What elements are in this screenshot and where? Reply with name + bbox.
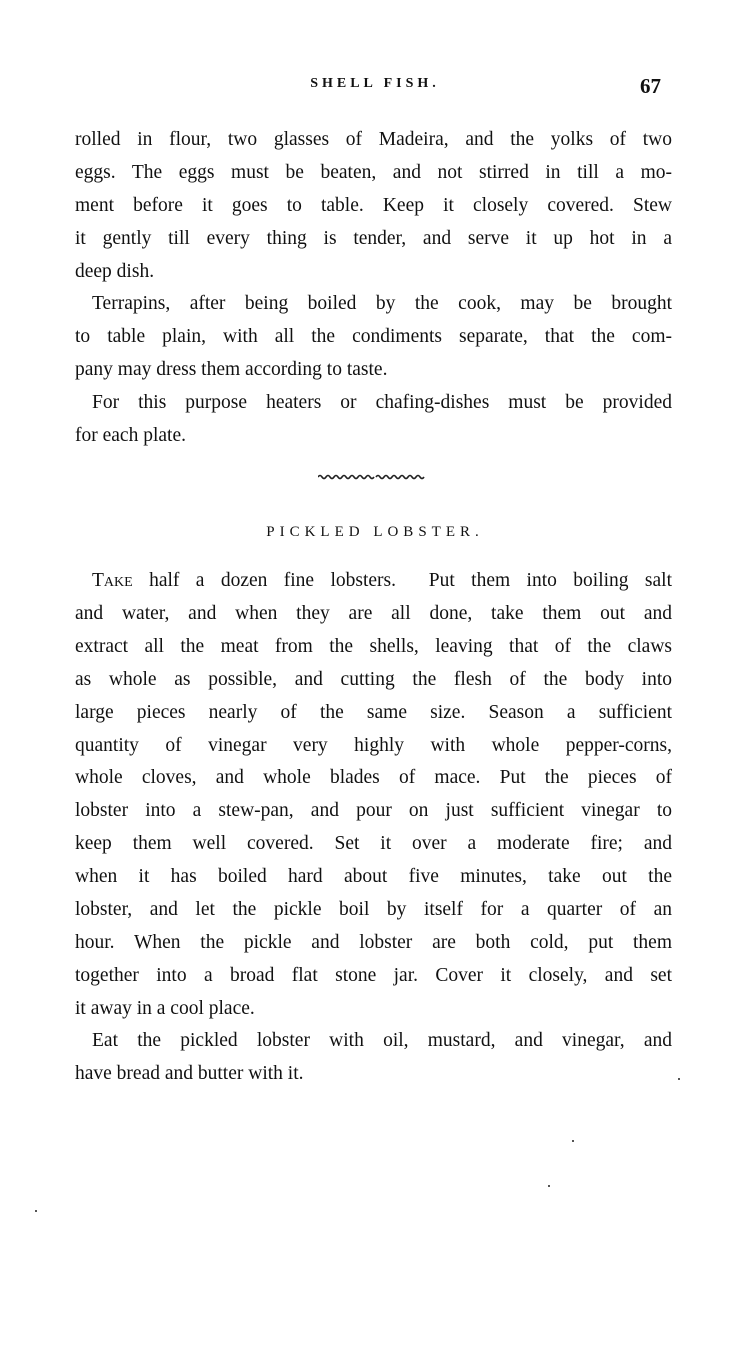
text-line: as whole as possible, and cutting the flesh of the body into	[75, 668, 672, 690]
text-line: it away in a cool place.	[75, 997, 255, 1019]
text-line: have bread and butter with it.	[75, 1062, 304, 1084]
scan-speck	[678, 1078, 680, 1080]
text-line: extract all the meat from the shells, leaving that of the claws	[75, 635, 672, 657]
text-line: Eat the pickled lobster with oil, mustard, and vinegar, and	[92, 1030, 672, 1051]
text-line: eggs. The eggs must be beaten, and not stirred in till a mo-	[75, 161, 672, 183]
scan-speck	[35, 1210, 37, 1212]
text-line: lobster into a stew-pan, and pour on just sufficient vinegar to	[75, 800, 672, 822]
line-text: half a dozen fine lobsters. Put them into boiling salt	[132, 570, 672, 591]
text-line: it gently till every thing is tender, and serve it up hot in a	[75, 227, 672, 249]
text-line: whole cloves, and whole blades of mace. Put the pieces of	[75, 767, 672, 789]
text-line: and water, and when they are all done, take them out and	[75, 602, 672, 624]
page-number: 67	[640, 74, 661, 98]
text-line: to table plain, with all the condiments separate, that the com-	[75, 325, 672, 347]
text-line: hour. When the pickle and lobster are both cold, put them	[75, 931, 672, 953]
ornament-divider	[318, 471, 430, 481]
text-line: deep dish.	[75, 260, 155, 282]
text-line	[92, 564, 672, 597]
text-line: when it has boiled hard about five minutes, take out the	[75, 866, 672, 888]
text-line: keep them well covered. Set it over a moderate fire; and	[75, 833, 672, 855]
running-head: SHELL FISH.	[310, 76, 440, 91]
text-line: lobster, and let the pickle boil by itself for a quarter of an	[75, 899, 672, 920]
text-line: ment before it goes to table. Keep it closely covered. Stew	[75, 194, 672, 216]
text-line: rolled in flour, two glasses of Madeira, and the yolks of two	[75, 129, 672, 150]
lead-word: Take	[92, 570, 133, 591]
text-line: For this purpose heaters or chafing-dishes must be provided	[92, 392, 672, 413]
text-line: large pieces nearly of the same size. Season a sufficient	[75, 701, 672, 723]
text-line: Terrapins, after being boiled by the cook, may be brought	[92, 293, 672, 314]
section-title: PICKLED LOBSTER.	[266, 524, 484, 540]
scan-speck	[548, 1185, 550, 1187]
text-line: together into a broad flat stone jar. Cover it closely, and set	[75, 964, 672, 986]
text-line: for each plate.	[75, 424, 186, 446]
text-line: pany may dress them according to taste.	[75, 358, 388, 380]
scan-speck	[572, 1140, 574, 1142]
text-line: quantity of vinegar very highly with whole pepper-corns,	[75, 734, 672, 756]
